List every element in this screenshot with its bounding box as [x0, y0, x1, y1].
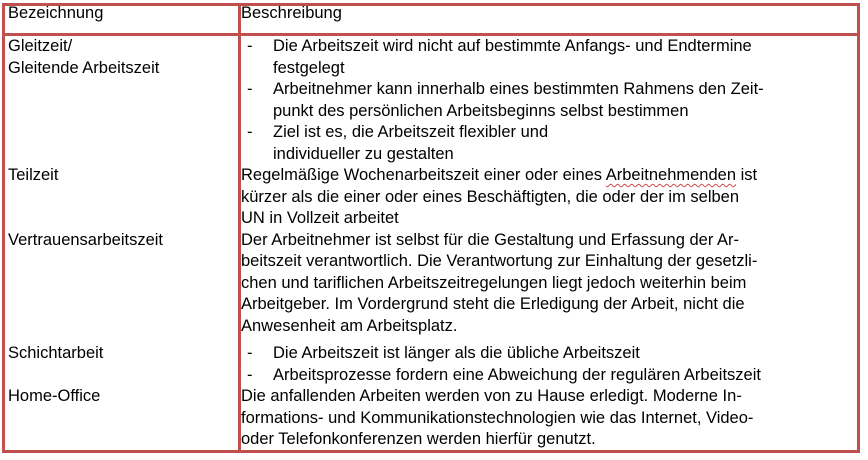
bullet-text: Ziel ist es, die Arbeitszeit flexibler und	[273, 123, 549, 141]
description-line: Die anfallenden Arbeiten werden von zu Hause erledigt. Moderne In-	[241, 387, 742, 405]
term-schichtarbeit: Schichtarbeit	[8, 344, 104, 362]
header-bezeichnung: Bezeichnung	[8, 4, 104, 22]
description-line: UN in Vollzeit arbeitet	[241, 209, 399, 227]
description-line: formations- und Kommunikationstechnologien wie das Internet, Video-	[241, 408, 754, 427]
bullet-text: punkt des persönlichen Arbeitsbeginns selbst bestimmen	[273, 101, 689, 120]
bullet-text: Arbeitnehmer kann innerhalb eines bestimmten Rahmens den Zeit-	[273, 80, 764, 98]
description-line: oder Telefonkonferenzen werden hierfür genutzt.	[241, 430, 596, 448]
bullet-marker: -	[247, 80, 253, 98]
description-line: Regelmäßige Wochenarbeitszeit einer oder eines Arbeitnehmenden ist	[241, 166, 758, 184]
term-home-office: Home-Office	[8, 387, 101, 405]
description-line: Der Arbeitnehmer ist selbst für die Gestaltung und Erfassung der Ar-	[241, 230, 739, 249]
bullet-text: festgelegt	[273, 58, 345, 77]
bullet-marker: -	[247, 123, 253, 141]
description-line: Arbeitgeber. Im Vordergrund steht die Erledigung der Arbeit, nicht die	[241, 295, 745, 313]
term-teilzeit: Teilzeit	[8, 166, 59, 184]
description-line: kürzer als die einer oder eines Beschäftigten, die oder der im selben	[241, 187, 740, 206]
spellcheck-word: Arbeitnehmenden	[605, 166, 736, 184]
bullet-text: Die Arbeitszeit ist länger als die übliche Arbeitszeit	[273, 344, 640, 362]
bullet-text: Die Arbeitszeit wird nicht auf bestimmte Anfangs- und Endtermine	[273, 37, 752, 55]
bullet-marker: -	[247, 344, 253, 362]
bullet-text: individueller zu gestalten	[273, 144, 454, 163]
header-beschreibung: Beschreibung	[241, 4, 342, 22]
term-gleitzeit-line1: Gleitzeit/	[8, 37, 73, 55]
bullet-marker: -	[247, 37, 253, 55]
bullet-text: Arbeitsprozesse fordern eine Abweichung der regulären Arbeitszeit	[273, 365, 761, 384]
description-line: chen und tariflichen Arbeitszeitregelungen liegt jedoch weiterhin beim	[241, 273, 747, 292]
term-gleitzeit-line2: Gleitende Arbeitszeit	[8, 58, 160, 77]
description-line: Anwesenheit am Arbeitsplatz.	[241, 316, 458, 335]
bullet-marker: -	[247, 365, 253, 384]
term-vertrauensarbeitszeit: Vertrauensarbeitszeit	[8, 230, 164, 249]
description-line: beitszeit verantwortlich. Die Verantwortung zur Einhaltung der gesetzli-	[241, 252, 758, 270]
